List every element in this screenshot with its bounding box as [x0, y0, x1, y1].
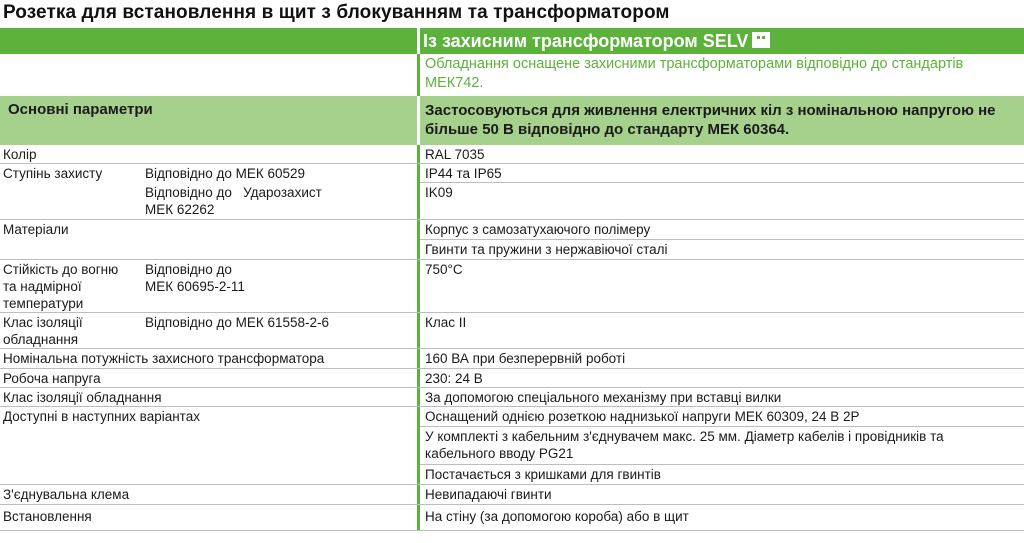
table-header-row: [0, 28, 1024, 54]
row-label-cell: [0, 164, 417, 219]
voltage-label: Робоча напруга: [3, 371, 101, 386]
variants-value-2b: кабельного вводу PG21: [425, 446, 574, 461]
color-label: Колір: [3, 147, 37, 162]
params-header-row: [0, 96, 1024, 145]
table-row: [0, 349, 1024, 369]
insulation-label-b: обладнання: [3, 332, 79, 347]
table-row: [0, 505, 1024, 531]
variants-value-2a: У комплекті з кабельним з'єднувачем макс. 25 мм. Діаметр кабелів і провідників та: [425, 429, 944, 444]
variants-label: Доступні в наступних варіантах: [3, 409, 200, 424]
protection-ref-2b: МЕК 62262: [145, 202, 215, 217]
installation-label: Встановлення: [3, 509, 92, 524]
row-label-cell: [0, 388, 417, 406]
page-title: Розетка для встановлення в щит з блокуванням та трансформатором: [3, 2, 670, 23]
header-right-cell: [417, 28, 1024, 54]
spec-table: [0, 28, 1024, 531]
row-label-cell: [0, 260, 417, 312]
protection-label: Ступінь захисту: [3, 166, 103, 181]
row-label-cell: [0, 369, 417, 387]
insulation2-value: За допомогою спеціального механізму при вставці вилки: [417, 388, 1024, 406]
row-label-cell: [0, 313, 417, 348]
insulation-ref: Відповідно до МЕК 61558-2-6: [145, 315, 330, 330]
spacer: [0, 184, 145, 218]
terminal-label: З'єднувальна клема: [3, 487, 130, 502]
table-row: [0, 369, 1024, 388]
fire-label-a: Стійкість до вогню: [3, 262, 119, 277]
description-left-cell: [0, 54, 417, 96]
table-row: [0, 260, 1024, 313]
table-row: [0, 485, 1024, 505]
params-label-cell: [0, 96, 417, 145]
protection-ref-2a: Відповідно до Ударозахист: [145, 185, 322, 200]
protection-value-1: IP44 та IP65: [420, 164, 1024, 183]
insulation-label: [0, 314, 145, 347]
params-label: Основні параметри: [8, 101, 153, 118]
description-text: Обладнання оснащене захисними трансформаторами відповідно до стандартів МЕК742.: [417, 54, 1024, 96]
variants-value-1: Оснащений однією розеткою наднизької напруги МЕК 60309, 24 В 2Р: [420, 407, 1024, 427]
table-row: [0, 407, 1024, 485]
voltage-value: 230: 24 В: [417, 369, 1024, 387]
table-row: [0, 313, 1024, 349]
description-row: [0, 54, 1024, 96]
power-value: 160 ВА при безперервній роботі: [417, 349, 1024, 368]
row-label-cell: [0, 407, 417, 484]
materials-values: [417, 220, 1024, 259]
selv-icon: [752, 32, 770, 48]
params-summary: Застосовуються для живлення електричних кіл з номінальною напругою не більше 50 В відповідно до стандарту МЕК 60364.: [417, 96, 1024, 145]
installation-value: На стіну (за допомогою короба) або в щит: [417, 505, 1024, 530]
column-title: Із захисним трансформатором SELV: [423, 31, 749, 51]
row-label-cell: [0, 145, 417, 163]
fire-ref-a: Відповідно до: [145, 262, 232, 277]
protection-ref-1: Відповідно до МЕК 60529: [145, 166, 306, 181]
header-left-cell: [0, 28, 417, 54]
variants-values: [417, 407, 1024, 484]
table-row: [0, 220, 1024, 260]
fire-label: [0, 261, 145, 311]
fire-ref-b: МЕК 60695-2-11: [145, 279, 245, 294]
table-row: [0, 388, 1024, 407]
terminal-value: Невипадаючі гвинти: [417, 485, 1024, 504]
fire-ref: [145, 261, 417, 311]
color-value: RAL 7035: [417, 145, 1024, 163]
fire-label-b: та надмірної: [3, 279, 82, 294]
protection-values: [417, 164, 1024, 219]
row-label-cell: [0, 505, 417, 530]
materials-value-1: Корпус з самозатухаючого полімеру: [420, 220, 1024, 240]
insulation-value: Клас II: [417, 313, 1024, 348]
table-row: [0, 164, 1024, 220]
variants-value-2: [420, 427, 1024, 465]
row-label-cell: [0, 220, 417, 259]
materials-value-2: Гвинти та пружини з нержавіючої сталі: [425, 242, 668, 257]
row-label-cell: [0, 485, 417, 504]
insulation2-label: Клас ізоляції обладнання: [3, 390, 162, 405]
insulation-label-a: Клас ізоляції: [3, 315, 83, 330]
row-label-cell: [0, 349, 417, 368]
protection-ref-2: [145, 184, 417, 218]
power-label: Номінальна потужність захисного трансформатора: [3, 351, 325, 366]
materials-label: Матеріали: [3, 222, 69, 237]
variants-value-3: Постачається з кришками для гвинтів: [425, 467, 661, 482]
protection-value-2: IK09: [425, 185, 453, 200]
table-row: [0, 145, 1024, 164]
fire-value: 750°C: [417, 260, 1024, 312]
fire-label-c: температури: [3, 296, 84, 311]
